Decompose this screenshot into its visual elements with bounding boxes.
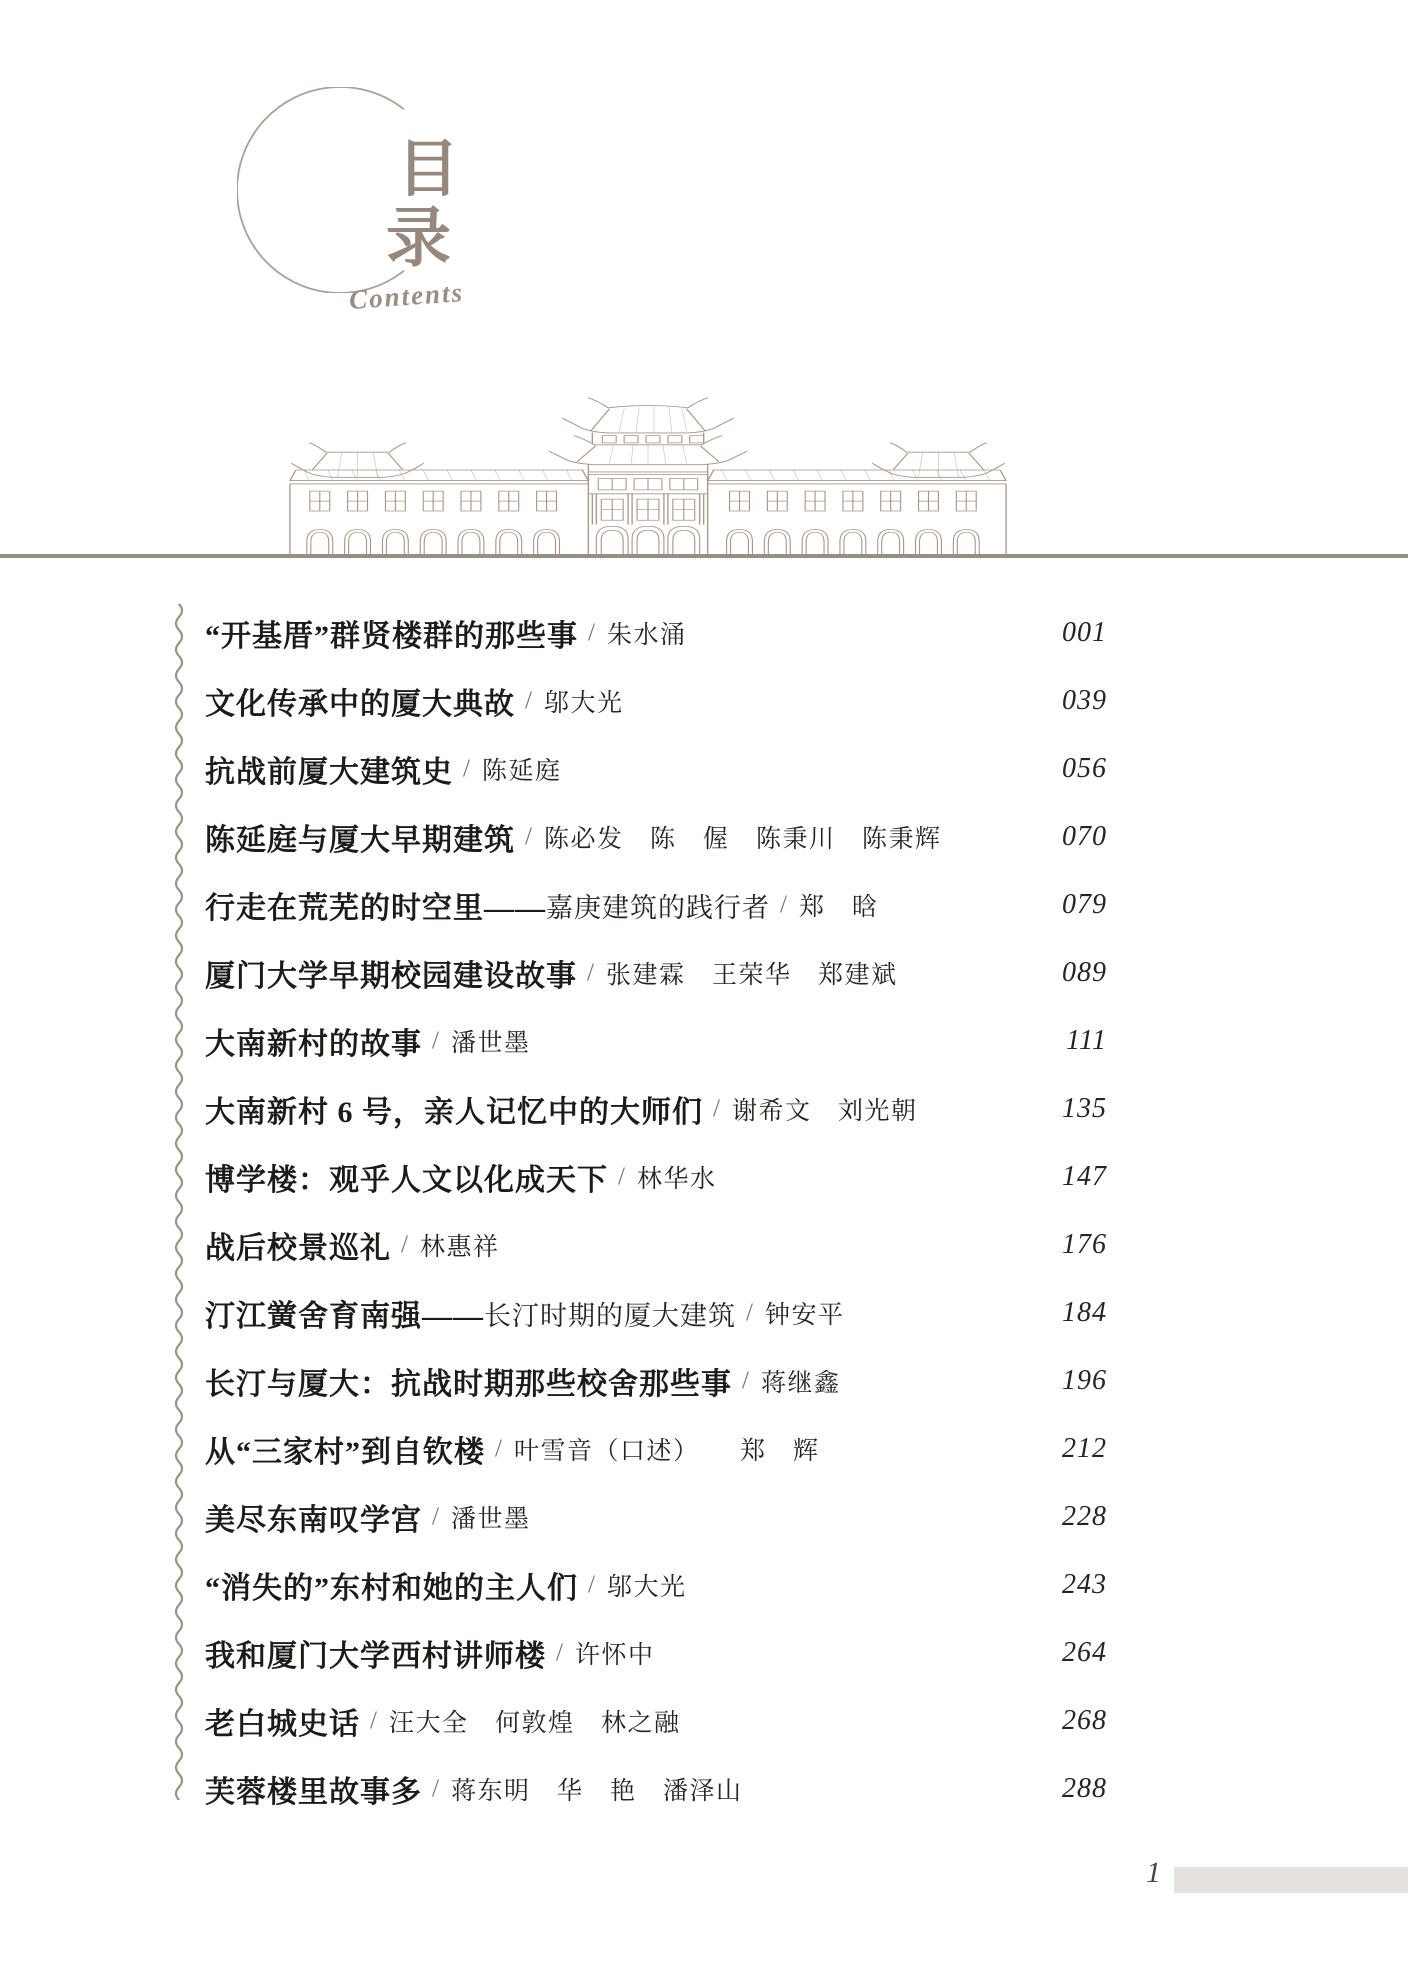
toc-entry-page: 176 <box>1062 1229 1107 1260</box>
toc-entry-subtitle: 嘉庚建筑的践行者 <box>546 892 770 923</box>
toc-entry-separator: / <box>588 1571 595 1598</box>
toc-entry-authors: 潘世墨 <box>450 1506 531 1533</box>
toc-entry-title: 芙蓉楼里故事多 <box>205 1776 422 1809</box>
toc-entry-separator: / <box>463 755 470 782</box>
toc-entry-separator: / <box>780 891 787 918</box>
toc-entry-authors: 叶雪音（口述） 郑 辉 <box>513 1438 820 1465</box>
toc-entry-page: 089 <box>1062 957 1107 988</box>
toc-entry <box>0 1483 1408 1551</box>
toc-entry-separator: / <box>432 1503 439 1530</box>
toc-entry-title: 美尽东南叹学宫 <box>205 1504 422 1537</box>
toc-entry <box>0 1755 1408 1823</box>
toc-entry <box>0 599 1408 667</box>
toc-entry-page: 196 <box>1062 1365 1107 1396</box>
toc-entry-separator: / <box>587 959 594 986</box>
toc-entry-authors: 朱水涌 <box>606 622 687 649</box>
toc-entry-authors: 邬大光 <box>543 690 624 717</box>
logo-title-char-top: 目 <box>397 136 460 204</box>
toc-entry-title: 我和厦门大学西村讲师楼 <box>205 1640 546 1673</box>
toc-entry-page: 264 <box>1062 1637 1107 1668</box>
toc-entry-page: 079 <box>1062 889 1107 920</box>
toc-entry-separator: / <box>618 1163 625 1190</box>
toc-entry-title: 大南新村的故事 <box>205 1028 422 1061</box>
toc-entry-authors: 邬大光 <box>606 1574 687 1601</box>
toc-entry-title: 博学楼：观乎人文以化成天下 <box>205 1164 608 1197</box>
toc-entry <box>0 1143 1408 1211</box>
toc-entry-separator: / <box>370 1707 377 1734</box>
toc-entry-authors: 钟安平 <box>764 1302 845 1329</box>
toc-entry-title: 行走在荒芜的时空里—— <box>205 892 546 925</box>
toc-entry-separator: / <box>401 1231 408 1258</box>
toc-entry-separator: / <box>432 1775 439 1802</box>
toc-entry-page: 056 <box>1062 753 1107 784</box>
toc-entry <box>0 1075 1408 1143</box>
toc-entry-separator: / <box>525 687 532 714</box>
toc-entry-separator: / <box>742 1367 749 1394</box>
page-number-bar <box>1174 1867 1408 1893</box>
toc-entry-title: 从“三家村”到自钦楼 <box>205 1436 485 1469</box>
toc-entry-separator: / <box>432 1027 439 1054</box>
building-illustration <box>280 384 1016 561</box>
toc-entry <box>0 1211 1408 1279</box>
toc-entry <box>0 803 1408 871</box>
toc-entry-title: 陈延庭与厦大早期建筑 <box>205 824 515 857</box>
toc-entry-title: 汀江黉舍育南强—— <box>205 1300 484 1333</box>
toc-entry-authors: 陈延庭 <box>481 758 562 785</box>
toc-entry-page: 039 <box>1062 685 1107 716</box>
contents-logo <box>237 87 497 327</box>
toc-entry-separator: / <box>495 1435 502 1462</box>
toc-entry <box>0 1279 1408 1347</box>
toc-entry-page: 111 <box>1066 1025 1107 1056</box>
toc-entry-page: 268 <box>1062 1705 1107 1736</box>
toc-entry-title: 老白城史话 <box>205 1708 360 1741</box>
toc-entry-authors: 陈必发 陈 偓 陈秉川 陈秉辉 <box>543 826 942 853</box>
toc-entry-page: 070 <box>1062 821 1107 852</box>
toc-entry-title: 大南新村 6 号，亲人记忆中的大师们 <box>205 1096 703 1129</box>
toc-list <box>0 599 1408 1823</box>
divider-rule <box>0 554 1408 558</box>
page-number: 1 <box>1146 1856 1161 1889</box>
toc-entry-title: 长汀与厦大：抗战时期那些校舍那些事 <box>205 1368 732 1401</box>
toc-entry-page: 243 <box>1062 1569 1107 1600</box>
toc-entry-separator: / <box>588 619 595 646</box>
toc-entry-page: 135 <box>1062 1093 1107 1124</box>
logo-subtitle: Contents <box>348 277 465 315</box>
toc-entry-page: 184 <box>1062 1297 1107 1328</box>
toc-entry-separator: / <box>556 1639 563 1666</box>
toc-entry <box>0 1619 1408 1687</box>
toc-entry-page: 001 <box>1062 617 1107 648</box>
toc-entry-page: 147 <box>1062 1161 1107 1192</box>
toc-entry-separator: / <box>525 823 532 850</box>
toc-entry-title: 战后校景巡礼 <box>205 1232 391 1265</box>
toc-entry-page: 288 <box>1062 1773 1107 1804</box>
toc-entry-page: 212 <box>1062 1433 1107 1464</box>
toc-entry-authors: 蒋继鑫 <box>760 1370 841 1397</box>
toc-entry-authors: 谢希文 刘光朝 <box>731 1098 918 1125</box>
toc-entry-authors: 蒋东明 华 艳 潘泽山 <box>450 1778 743 1805</box>
toc-entry-page: 228 <box>1062 1501 1107 1532</box>
toc-entry <box>0 1551 1408 1619</box>
toc-entry-authors: 林惠祥 <box>419 1234 500 1261</box>
toc-entry <box>0 1007 1408 1075</box>
toc-entry-title: “开基厝”群贤楼群的那些事 <box>205 620 578 653</box>
logo-title-char-bottom: 录 <box>386 203 452 275</box>
toc-entry <box>0 1347 1408 1415</box>
toc-entry-title: 抗战前厦大建筑史 <box>205 756 453 789</box>
toc-entry-authors: 潘世墨 <box>450 1030 531 1057</box>
toc-entry-authors: 林华水 <box>636 1166 717 1193</box>
toc-entry <box>0 1415 1408 1483</box>
toc-entry-authors: 许怀中 <box>574 1642 655 1669</box>
toc-entry <box>0 667 1408 735</box>
toc-entry-authors: 汪大全 何敦煌 林之融 <box>388 1710 681 1737</box>
toc-entry-authors: 郑 晗 <box>798 894 879 921</box>
toc-entry-separator: / <box>713 1095 720 1122</box>
toc-entry-title: 厦门大学早期校园建设故事 <box>205 960 577 993</box>
toc-entry <box>0 939 1408 1007</box>
toc-entry-separator: / <box>746 1299 753 1326</box>
toc-entry <box>0 735 1408 803</box>
toc-entry <box>0 871 1408 939</box>
toc-entry <box>0 1687 1408 1755</box>
toc-entry-title: “消失的”东村和她的主人们 <box>205 1572 578 1605</box>
toc-entry-subtitle: 长汀时期的厦大建筑 <box>484 1300 736 1331</box>
toc-entry-authors: 张建霖 王荣华 郑建斌 <box>605 962 898 989</box>
toc-entry-title: 文化传承中的厦大典故 <box>205 688 515 721</box>
